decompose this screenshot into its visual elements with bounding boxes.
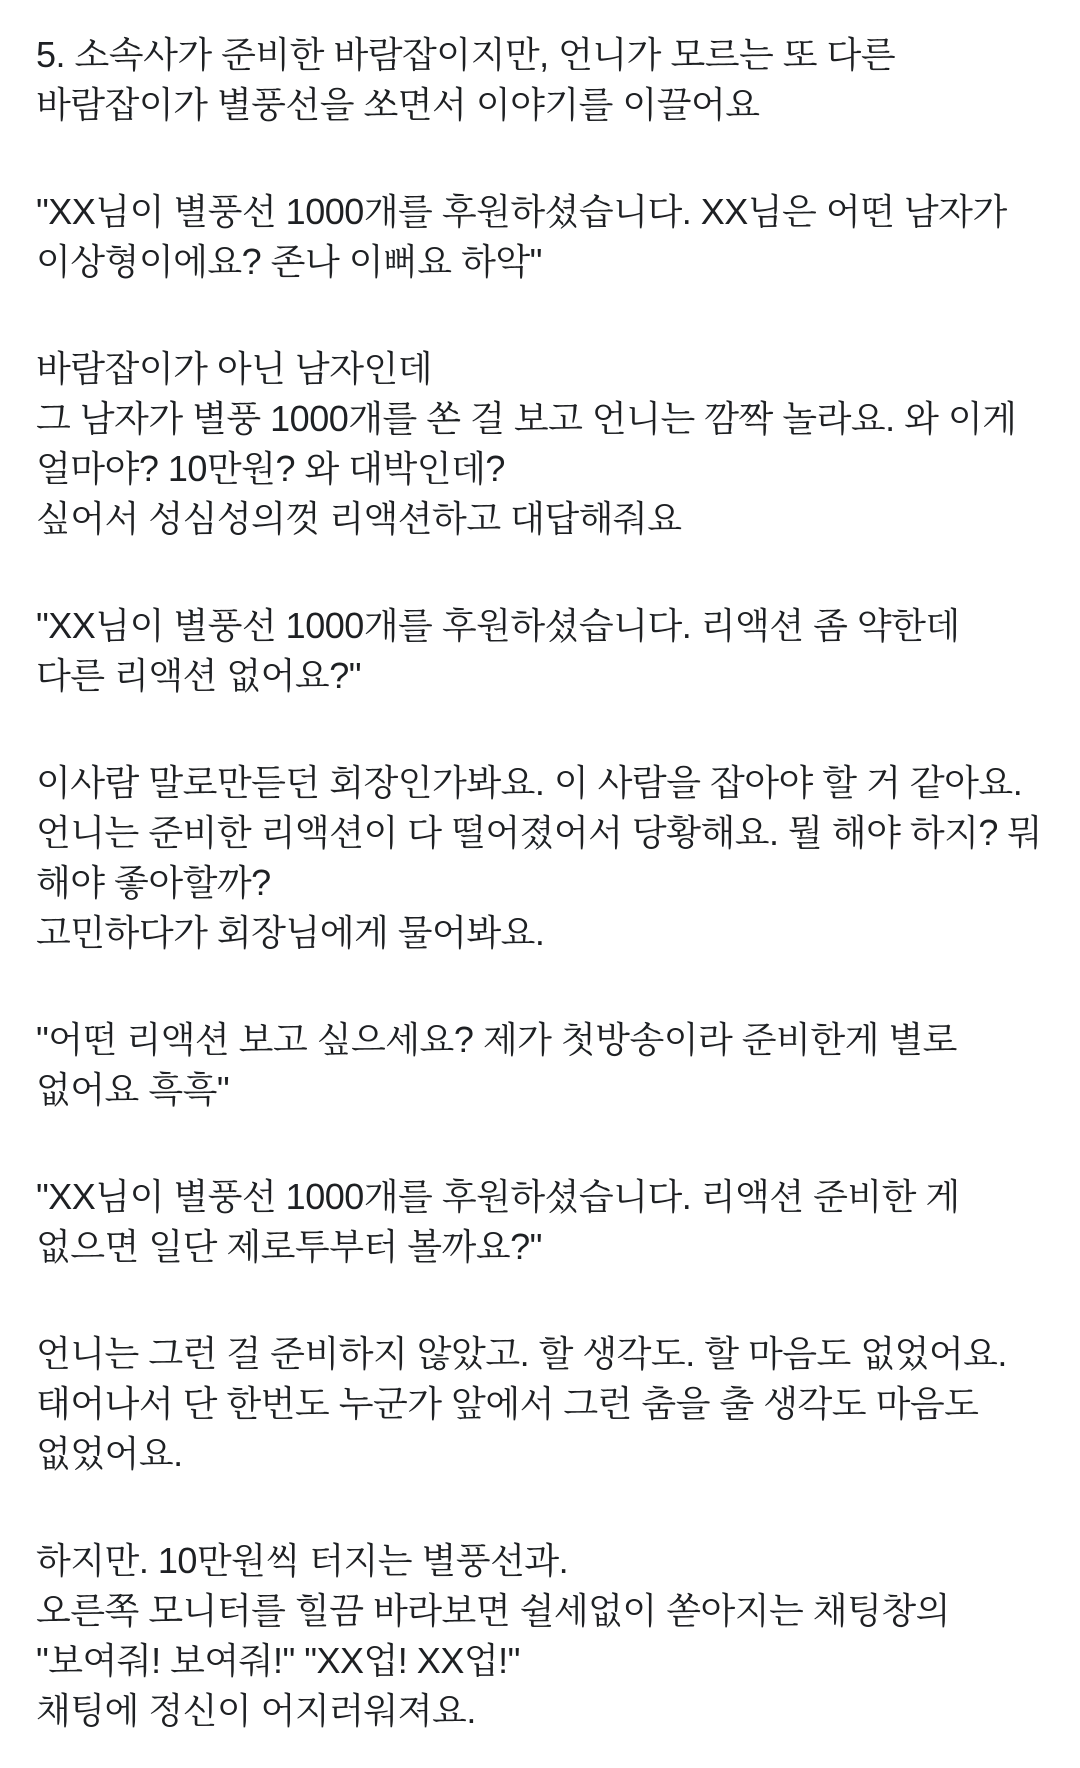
- text-line: "XX님이 별풍선 1000개를 후원하셨습니다. XX님은 어떤 남자가: [36, 191, 1007, 232]
- paragraph-quote-1: [36, 187, 1054, 287]
- text-line: 없었어요.: [36, 1433, 183, 1474]
- text-line: 바람잡이가 아닌 남자인데: [36, 348, 433, 389]
- paragraph-narration-3: [36, 1329, 1054, 1479]
- text-line: 언니는 준비한 리액션이 다 떨어졌어서 당황해요. 뭘 해야 하지? 뭐: [36, 812, 1042, 853]
- text-line: "보여줘! 보여줘!" "XX업! XX업!": [36, 1640, 520, 1681]
- text-line: 태어나서 단 한번도 누군가 앞에서 그런 춤을 출 생각도 마음도: [36, 1383, 979, 1424]
- text-line: 없어요 흑흑": [36, 1069, 230, 1110]
- text-line: 없으면 일단 제로투부터 볼까요?": [36, 1226, 542, 1267]
- text-line: 바람잡이가 별풍선을 쏘면서 이야기를 이끌어요: [36, 84, 760, 125]
- text-line: 고민하다가 회장님에게 물어봐요.: [36, 912, 545, 953]
- text-line: 다른 리액션 없어요?": [36, 655, 362, 696]
- paragraph-narration-1: [36, 344, 1054, 544]
- paragraph-quote-2: [36, 601, 1054, 701]
- paragraph-narration-2: [36, 758, 1054, 958]
- paragraph-quote-3: [36, 1015, 1054, 1115]
- text-line: "어떤 리액션 보고 싶으세요? 제가 첫방송이라 준비한게 별로: [36, 1019, 957, 1060]
- text-line: 이사람 말로만듣던 회장인가봐요. 이 사람을 잡아야 할 거 같아요.: [36, 762, 1023, 803]
- text-line: 언니는 그런 걸 준비하지 않았고. 할 생각도. 할 마음도 없었어요.: [36, 1333, 1007, 1374]
- text-line: 싶어서 성심성의껏 리액션하고 대답해줘요: [36, 498, 682, 539]
- text-line: "XX님이 별풍선 1000개를 후원하셨습니다. 리액션 준비한 게: [36, 1176, 960, 1217]
- text-line: 하지만. 10만원씩 터지는 별풍선과.: [36, 1540, 569, 1581]
- paragraph-quote-4: [36, 1172, 1054, 1272]
- paragraph-intro: [36, 30, 1054, 130]
- text-line: 얼마야? 10만원? 와 대박인데?: [36, 448, 505, 489]
- paragraph-narration-4: [36, 1536, 1054, 1736]
- text-line: 그 남자가 별풍 1000개를 쏜 걸 보고 언니는 깜짝 놀라요. 와 이게: [36, 398, 1017, 439]
- text-line: "XX님이 별풍선 1000개를 후원하셨습니다. 리액션 좀 약한데: [36, 605, 960, 646]
- text-line: 해야 좋아할까?: [36, 862, 271, 903]
- text-line: 오른쪽 모니터를 힐끔 바라보면 쉴세없이 쏟아지는 채팅창의: [36, 1590, 950, 1631]
- text-line: 5. 소속사가 준비한 바람잡이지만, 언니가 모르는 또 다른: [36, 34, 896, 75]
- text-line: 채팅에 정신이 어지러워져요.: [36, 1690, 476, 1731]
- text-line: 이상형이에요? 존나 이뻐요 하악": [36, 241, 542, 282]
